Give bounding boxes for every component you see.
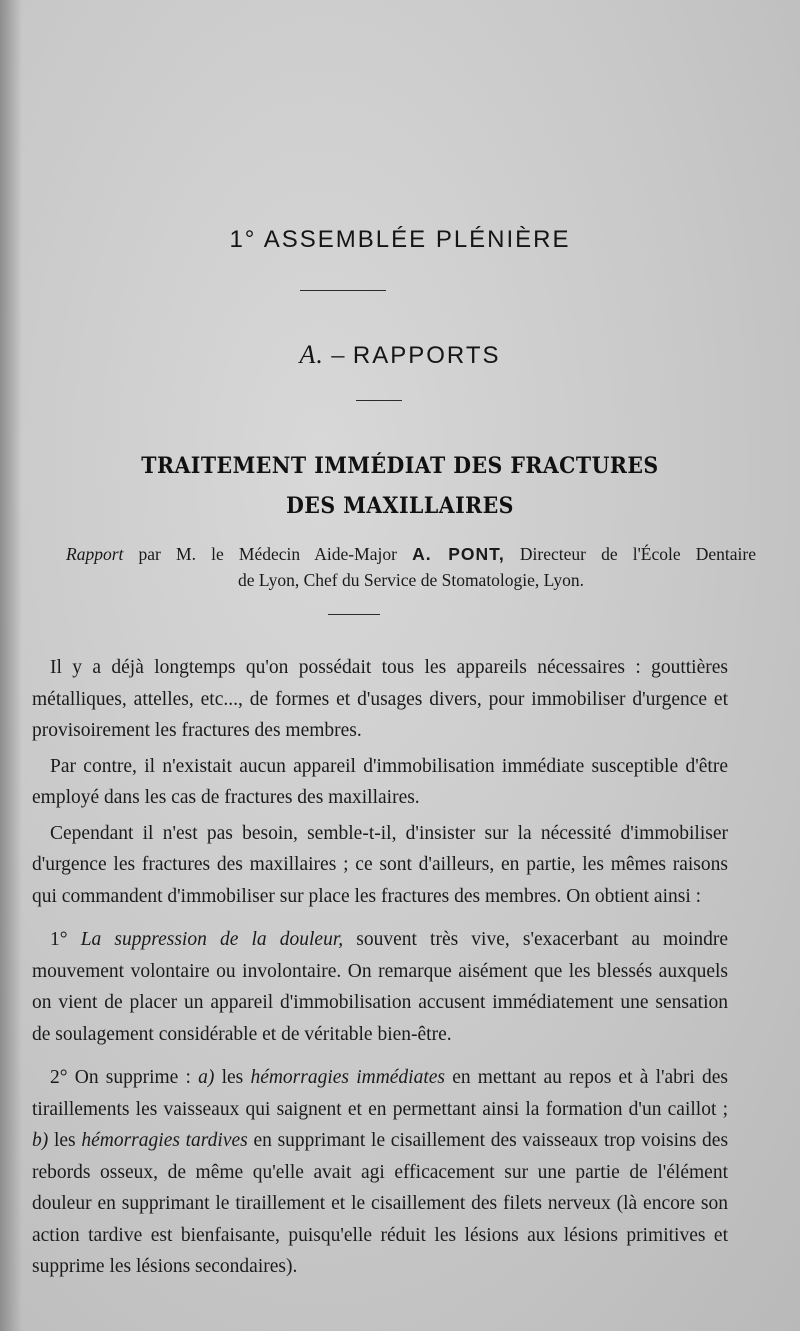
paragraph-5-label-b: b) [32,1130,49,1151]
paragraph-5 [32,1062,728,1283]
paragraph-1: Il y a déjà longtemps qu'on possédait tous les appareils nécessaires : gouttières métalliques, attelles, etc..., de formes et d'usages divers, pour immobiliser d'urgence et provisoirement les fractures des membres. [32,657,728,741]
paragraph-5-pre-a: les [221,1067,244,1088]
byline-lead: Rapport [66,544,124,564]
paragraph-4 [32,924,728,1050]
paragraph-3: Cependant il n'est pas besoin, semble-t-il, d'insister sur la nécessité d'immobiliser d'urgence les fractures des maxillaires ; ce sont d'ailleurs, en partie, les mêmes raisons qui commandent d'immobiliser sur place les fractures des membres. On obtient ainsi : [32,822,728,907]
byline-author: A. PONT, [412,544,505,564]
byline-line1 [66,541,756,567]
subsection-heading [0,340,800,370]
section-heading [0,226,800,254]
subsection-title: RAPPORTS [352,342,501,369]
paragraph-4-text: souvent très vive, s'exacerbant au moindre mouvement volontaire ou involontaire. On remarque aisément que les blessés auxquels on vient de placer un appareil d'immobilisation accusent immédiatement une sensation de soulagement considérable et de véritable bien-être. [32,929,729,1045]
paragraph-4-emphasis: La suppression de la douleur, [80,929,344,950]
byline-divider [328,614,380,615]
paragraph-5-emphasis-a: hémorragies immédiates [250,1067,446,1088]
article-body [32,652,728,1283]
article-title-line2: DES MAXILLAIRES [286,493,514,519]
paragraph-5-intro: On supprime : [74,1067,191,1088]
section-title: ASSEMBLÉE PLÉNIÈRE [263,226,571,253]
subsection-letter: A. – [299,340,346,369]
subsection-divider [356,400,402,401]
section-number: 1° [229,226,257,253]
paragraph-5-label-a: a) [198,1067,215,1088]
article-title-line1: TRAITEMENT IMMÉDIAT DES FRACTURES [141,453,659,479]
paragraph-5-pre-b: les [53,1130,76,1151]
section-divider [300,290,386,291]
byline-pre-author: par M. le Médecin Aide-Major [138,544,397,564]
paragraph-5-text-a: en mettant au repos et à l'abri des tiraillements les vaisseaux qui saignent et en permettant ainsi la formation d'un caillot ; [32,1067,728,1120]
byline-post-author: Directeur de l'École Dentaire [519,544,757,564]
paragraph-5-text-b: en supprimant le cisaillement des vaisseaux trop voisins des rebords osseux, de même qu'elle avait agi efficacement sur une partie de l'élément douleur en supprimant le tiraillement et le cisaillement des filets nerveux (là encore son action tardive est bienfaisante, puisqu'elle réduit les lésions aux lésions primitives et supprime les lésions secondaires). [32,1130,729,1277]
paragraph-5-emphasis-b: hémorragies tardives [81,1130,248,1151]
page-edge-shadow [0,0,22,1331]
article-byline [66,541,756,593]
byline-line2: de Lyon, Chef du Service de Stomatologie, Lyon. [237,570,585,590]
paragraph-5-number: 2° [50,1067,68,1088]
paragraph-2: Par contre, il n'existait aucun appareil d'immobilisation immédiate susceptible d'être employé dans les cas de fractures des maxillaires. [32,755,728,808]
paragraph-4-number: 1° [50,929,68,950]
